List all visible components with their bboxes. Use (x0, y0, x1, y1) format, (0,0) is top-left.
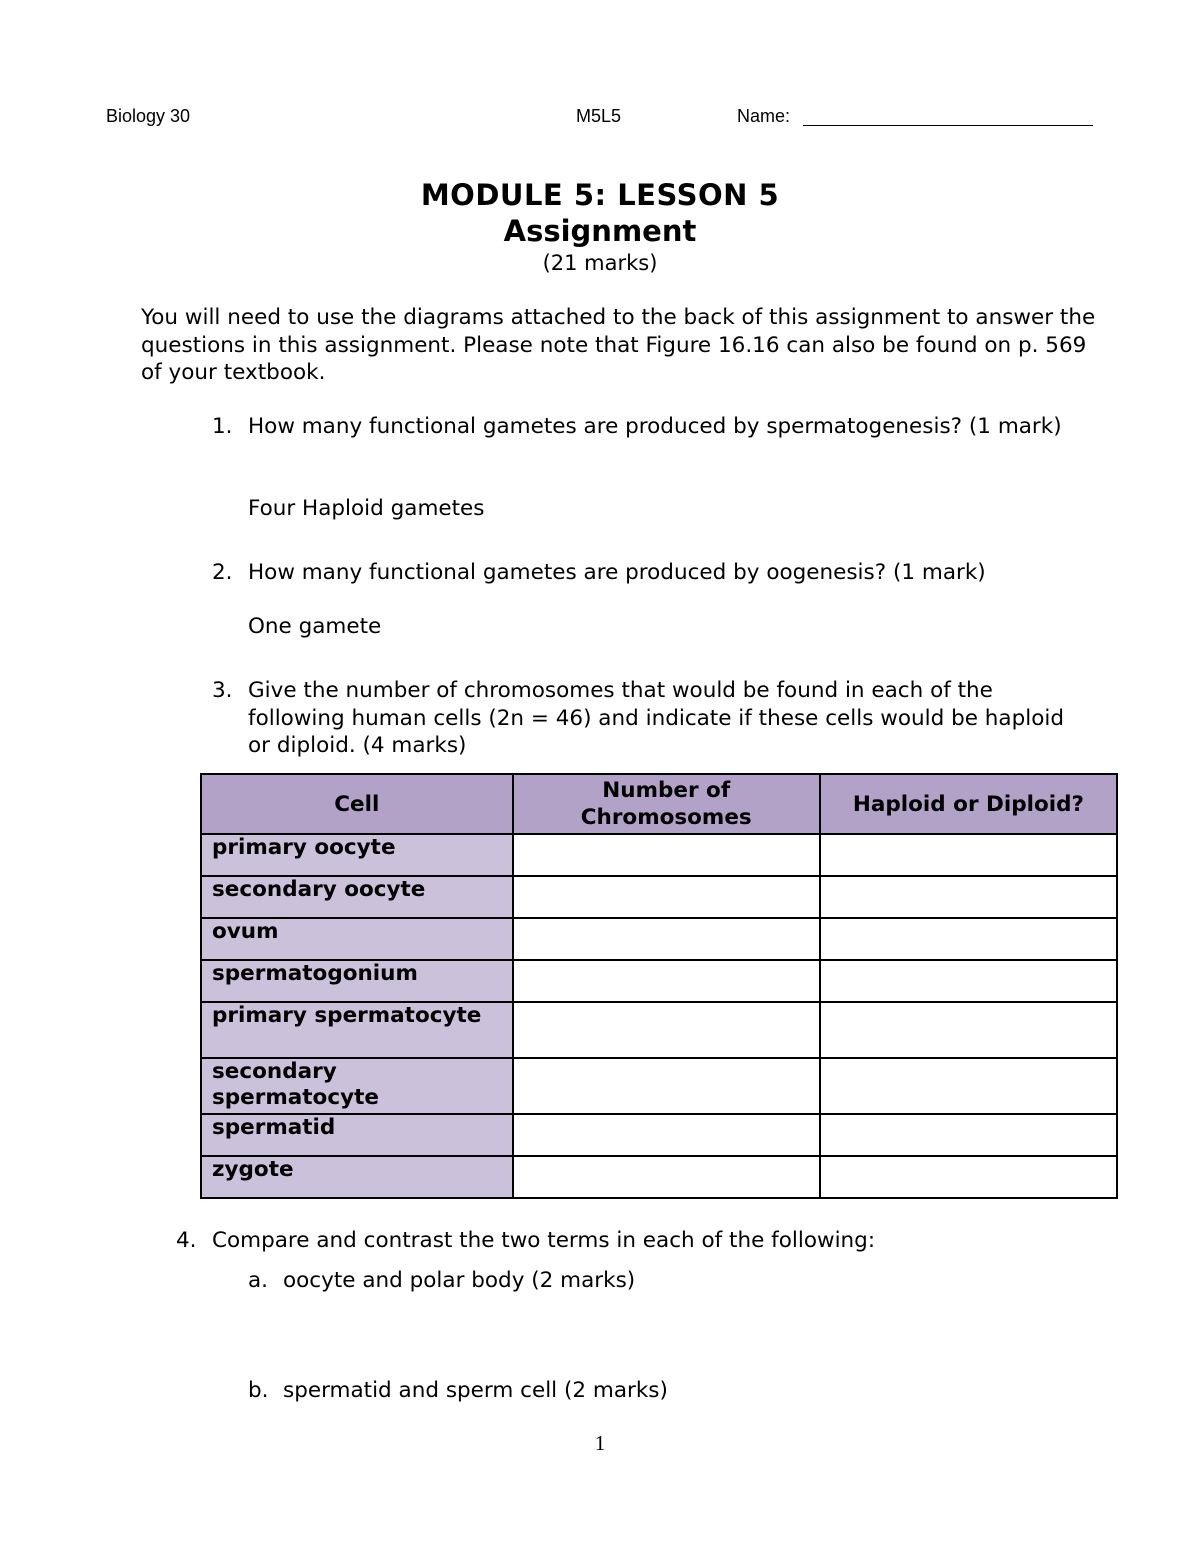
ploidy-field[interactable] (820, 918, 1117, 960)
question-text: Give the number of chromosomes that would be found in each of the following human cells (2n = 46) and indicate if these cells would be haploid or diploid. (4 marks) (248, 678, 1064, 758)
cell-name: secondary oocyte (201, 876, 513, 918)
name-blank-line[interactable] (803, 125, 1093, 126)
cell-name: ovum (201, 918, 513, 960)
ploidy-field[interactable] (820, 1114, 1117, 1156)
chromosome-count-field[interactable] (513, 876, 820, 918)
question-text: Compare and contrast the two terms in each of the following: (212, 1228, 876, 1253)
course-name: Biology 30 (106, 106, 191, 126)
question-number: 4. (176, 1228, 197, 1253)
table-header-row (201, 774, 1117, 834)
answer-2: One gamete (248, 614, 382, 639)
question-text: How many functional gametes are produced by oogenesis? (1 mark) (248, 560, 986, 585)
chromosome-count-field[interactable] (513, 834, 820, 876)
part-label: a. (248, 1268, 269, 1293)
question-number: 1. (212, 414, 233, 439)
question-number: 2. (212, 560, 233, 585)
part-label: b. (248, 1378, 269, 1403)
ploidy-field[interactable] (820, 876, 1117, 918)
ploidy-field[interactable] (820, 1156, 1117, 1198)
ploidy-field[interactable] (820, 1058, 1117, 1114)
question-text: How many functional gametes are produced by spermatogenesis? (1 mark) (248, 414, 1062, 439)
table-row (201, 918, 1117, 960)
module-title: MODULE 5: LESSON 5 (420, 178, 780, 212)
table-row (201, 876, 1117, 918)
cell-name: secondary spermatocyte (201, 1058, 513, 1114)
part-text: spermatid and sperm cell (2 marks) (283, 1378, 668, 1403)
question-number: 3. (212, 678, 233, 703)
total-marks: (21 marks) (542, 251, 658, 275)
intro-paragraph: You will need to use the diagrams attached to the back of this assignment to answer the questions in this assignment. Please note that Figure 16.16 can also be found on p. 569 of your textbook. (141, 305, 1096, 385)
header-haploid-or-diploid: Haploid or Diploid? (820, 774, 1117, 834)
page-number: 1 (594, 1431, 606, 1455)
cell-name: spermatid (201, 1114, 513, 1156)
chromosome-count-field[interactable] (513, 1058, 820, 1114)
chromosome-count-field[interactable] (513, 1114, 820, 1156)
lesson-code: M5L5 (576, 106, 622, 126)
table-row (201, 1058, 1117, 1114)
table-row (201, 1002, 1117, 1058)
page-header (0, 106, 1200, 132)
header-cell: Cell (201, 774, 513, 834)
chromosome-count-field[interactable] (513, 1002, 820, 1058)
header-number-of-chromosomes: Number of Chromosomes (513, 774, 820, 834)
table-row (201, 834, 1117, 876)
chromosome-table (200, 773, 1118, 1199)
answer-1: Four Haploid gametes (248, 496, 485, 521)
cell-name: primary spermatocyte (201, 1002, 513, 1058)
cell-name: zygote (201, 1156, 513, 1198)
part-text: oocyte and polar body (2 marks) (283, 1268, 636, 1293)
cell-name: spermatogonium (201, 960, 513, 1002)
ploidy-field[interactable] (820, 1002, 1117, 1058)
ploidy-field[interactable] (820, 834, 1117, 876)
chromosome-count-field[interactable] (513, 960, 820, 1002)
table-row (201, 960, 1117, 1002)
chromosome-count-field[interactable] (513, 918, 820, 960)
assignment-title: Assignment (503, 214, 697, 248)
ploidy-field[interactable] (820, 960, 1117, 1002)
cell-name: primary oocyte (201, 834, 513, 876)
table-row (201, 1156, 1117, 1198)
chromosome-count-field[interactable] (513, 1156, 820, 1198)
table-row (201, 1114, 1117, 1156)
name-label: Name: (737, 106, 791, 126)
